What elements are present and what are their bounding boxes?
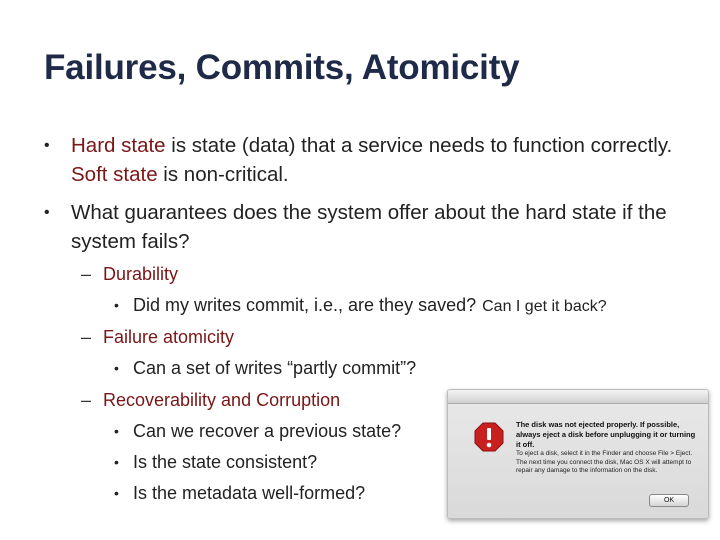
sub-sub-item-extra: Can I get it back? [482,298,607,315]
dialog-message-title: The disk was not ejected properly. If possible, always eject a disk before unplugging it or turning it off. [516,420,696,449]
sub-item-recoverability [81,389,340,411]
sub-sub-item-label: Did my writes commit, i.e., are they saved? [133,295,477,315]
bullet-text [71,131,691,189]
disk-eject-dialog [447,389,709,519]
sub-item-durability [81,263,178,285]
bullet-guarantees [44,198,671,256]
dash-marker: – [81,264,92,284]
dash-marker: – [81,327,92,347]
slide-title: Failures, Commits, Atomicity [44,48,520,87]
bullet-marker: • [114,360,119,376]
sub-sub-item [114,420,401,442]
alert-icon [474,422,504,452]
bullet-text-part: is non-critical. [157,163,289,186]
sub-sub-item-label-wrap [133,294,607,318]
sub-item-label: Durability [103,264,179,284]
term-hard-state: Hard state [71,134,166,157]
dialog-title-bar [448,390,708,404]
ok-button[interactable]: OK [649,494,689,507]
bullet-marker: • [114,297,119,313]
bullet-hard-state [44,131,691,189]
bullet-marker: • [44,137,50,154]
sub-sub-item [114,294,607,318]
term-soft-state: Soft state [71,163,158,186]
bullet-marker: • [114,454,119,470]
bullet-text: What guarantees does the system offer about the hard state if the system fails? [71,201,667,253]
bullet-marker: • [114,485,119,501]
sub-item-label: Recoverability and Corruption [103,390,341,410]
sub-sub-item-label: Can a set of writes “partly commit”? [133,358,417,378]
sub-item-label: Failure atomicity [103,327,235,347]
sub-sub-item-label: Is the state consistent? [133,452,318,472]
dialog-message-body: To eject a disk, select it in the Finder and choose File > Eject. The next time you connect the disk, Mac OS X will attempt to repair any damage to the information on the disk. [516,450,693,474]
sub-sub-item [114,357,416,379]
sub-sub-item-label: Is the metadata well-formed? [133,483,366,503]
sub-sub-item [114,451,317,473]
sub-sub-item [114,482,365,504]
bullet-marker: • [114,423,119,439]
sub-sub-item-label: Can we recover a previous state? [133,421,402,441]
bullet-text-part: is state (data) that a service needs to function correctly. [165,134,673,157]
bullet-marker: • [44,204,50,221]
dash-marker: – [81,390,92,410]
sub-item-failure-atomicity [81,326,234,348]
